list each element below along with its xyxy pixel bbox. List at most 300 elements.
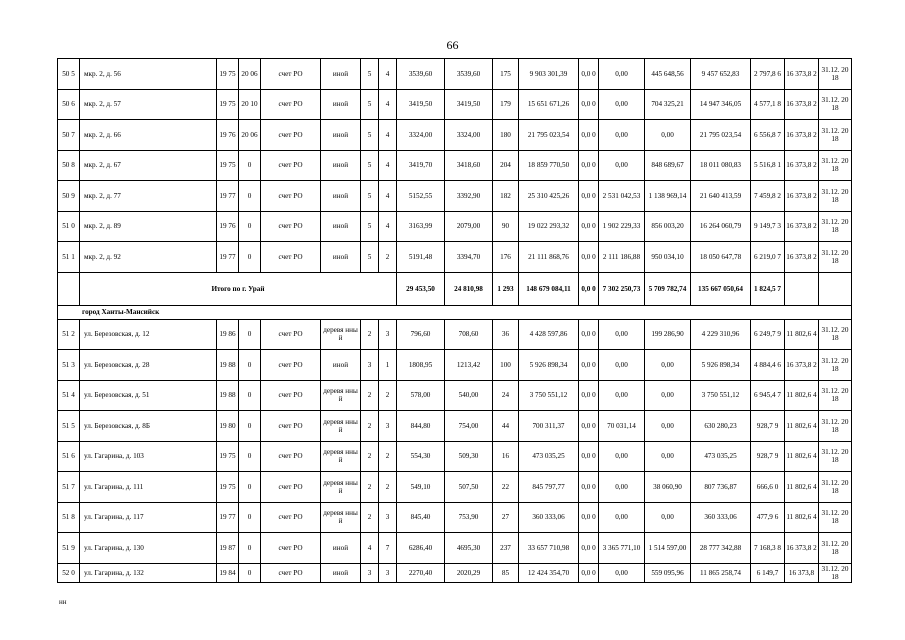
cell-n: 51 9 <box>58 533 80 564</box>
cell-a1: 796,60 <box>397 319 445 350</box>
cell-sum: 700 311,37 <box>519 411 579 442</box>
cell-a1: 2270,40 <box>397 563 445 582</box>
cell-en: 4 <box>379 150 397 181</box>
cell-mat: деревя нный <box>321 472 361 503</box>
cell-mat: деревя нный <box>321 319 361 350</box>
cell-p4: 38 060,90 <box>645 472 691 503</box>
cell-y2: 0 <box>239 242 261 273</box>
cell-addr: ул. Березовская, д. 28 <box>80 350 217 381</box>
cell-n: 50 7 <box>58 120 80 151</box>
cell-n: 51 6 <box>58 441 80 472</box>
cell-fl: 2 <box>361 472 379 503</box>
rows-urai <box>58 59 852 273</box>
cell-p6: 5 516,8 1 <box>751 150 785 181</box>
cell-p3: 0,00 <box>599 150 645 181</box>
cell-n: 52 0 <box>58 563 80 582</box>
cell-src: счет РО <box>261 350 321 381</box>
cell-fl: 2 <box>361 441 379 472</box>
cell-fl: 5 <box>361 59 379 90</box>
cell-mat: иной <box>321 242 361 273</box>
total-p4: 5 709 782,74 <box>645 272 691 305</box>
cell-a1: 5191,48 <box>397 242 445 273</box>
cell-p4: 559 095,96 <box>645 563 691 582</box>
cell-p4: 1 138 969,14 <box>645 181 691 212</box>
city-header: город Ханты-Мансийск <box>58 305 852 319</box>
table-row <box>58 533 852 564</box>
cell-addr: ул. Гагарина, д. 111 <box>80 472 217 503</box>
cell-a1: 5152,55 <box>397 181 445 212</box>
cell-a2: 540,00 <box>445 380 493 411</box>
cell-a2: 3324,00 <box>445 120 493 151</box>
cell-src: счет РО <box>261 319 321 350</box>
cell-p6: 928,7 9 <box>751 411 785 442</box>
cell-y1: 19 75 <box>217 150 239 181</box>
cell-date: 31.12. 2018 <box>819 533 852 564</box>
cell-addr: ул. Березовская, д. 8Б <box>80 411 217 442</box>
cell-en: 4 <box>379 89 397 120</box>
cell-sum: 25 310 425,26 <box>519 181 579 212</box>
cell-p2: 0,0 0 <box>579 563 599 582</box>
cell-src: счет РО <box>261 380 321 411</box>
cell-sum: 9 903 301,39 <box>519 59 579 90</box>
cell-y1: 19 77 <box>217 181 239 212</box>
cell-p7: 16 373,8 2 <box>785 242 819 273</box>
cell-pp: 90 <box>493 211 519 242</box>
cell-n: 51 3 <box>58 350 80 381</box>
table-row <box>58 502 852 533</box>
cell-p3: 0,00 <box>599 319 645 350</box>
cell-a1: 845,40 <box>397 502 445 533</box>
cell-p2: 0,0 0 <box>579 150 599 181</box>
cell-mat: деревя нный <box>321 441 361 472</box>
total-sum: 148 679 084,11 <box>519 272 579 305</box>
cell-fl: 5 <box>361 181 379 212</box>
cell-a2: 2020,29 <box>445 563 493 582</box>
cell-p4: 0,00 <box>645 380 691 411</box>
cell-y2: 20 06 <box>239 120 261 151</box>
total-area-2: 24 810,98 <box>445 272 493 305</box>
cell-en: 1 <box>379 350 397 381</box>
total-row <box>58 272 852 305</box>
cell-en: 2 <box>379 441 397 472</box>
cell-p4: 0,00 <box>645 502 691 533</box>
table-row <box>58 59 852 90</box>
cell-n: 50 6 <box>58 89 80 120</box>
cell-p3: 0,00 <box>599 441 645 472</box>
cell-addr: ул. Гагарина, д. 130 <box>80 533 217 564</box>
cell-sum: 33 657 710,98 <box>519 533 579 564</box>
cell-p2: 0,0 0 <box>579 411 599 442</box>
cell-en: 2 <box>379 380 397 411</box>
cell-n: 51 4 <box>58 380 80 411</box>
cell-n: 51 0 <box>58 211 80 242</box>
cell-fl: 5 <box>361 120 379 151</box>
cell-src: счет РО <box>261 89 321 120</box>
cell-src: счет РО <box>261 441 321 472</box>
total-area-1: 29 453,50 <box>397 272 445 305</box>
cell-sum: 3 750 551,12 <box>519 380 579 411</box>
cell-p2: 0,0 0 <box>579 441 599 472</box>
cell-en: 2 <box>379 472 397 503</box>
cell-p5: 18 050 647,78 <box>691 242 751 273</box>
cell-n: 51 1 <box>58 242 80 273</box>
cell-a1: 3163,99 <box>397 211 445 242</box>
cell-date: 31.12. 2018 <box>819 380 852 411</box>
cell-p6: 6 249,7 9 <box>751 319 785 350</box>
cell-fl: 4 <box>361 533 379 564</box>
cell-a1: 549,10 <box>397 472 445 503</box>
cell-date: 31.12. 2018 <box>819 150 852 181</box>
table-row <box>58 242 852 273</box>
cell-p3: 0,00 <box>599 472 645 503</box>
cell-p2: 0,0 0 <box>579 242 599 273</box>
total-p6: 1 824,5 7 <box>751 272 785 305</box>
cell-p4: 848 689,67 <box>645 150 691 181</box>
cell-p3: 3 365 771,10 <box>599 533 645 564</box>
cell-y2: 0 <box>239 150 261 181</box>
cell-en: 3 <box>379 502 397 533</box>
cell-p3: 2 111 186,88 <box>599 242 645 273</box>
cell-sum: 845 797,77 <box>519 472 579 503</box>
cell-p4: 0,00 <box>645 120 691 151</box>
cell-pp: 176 <box>493 242 519 273</box>
cell-p5: 16 264 060,79 <box>691 211 751 242</box>
cell-p3: 0,00 <box>599 59 645 90</box>
cell-pp: 27 <box>493 502 519 533</box>
cell-a1: 3419,50 <box>397 89 445 120</box>
cell-fl: 5 <box>361 150 379 181</box>
cell-date: 31.12. 2018 <box>819 563 852 582</box>
cell-p2: 0,0 0 <box>579 502 599 533</box>
cell-a1: 578,00 <box>397 380 445 411</box>
cell-sum: 473 035,25 <box>519 441 579 472</box>
cell-p5: 11 865 258,74 <box>691 563 751 582</box>
table-row <box>58 472 852 503</box>
cell-p3: 2 531 042,53 <box>599 181 645 212</box>
total-people: 1 293 <box>493 272 519 305</box>
cell-p3: 0,00 <box>599 350 645 381</box>
cell-p4: 856 003,20 <box>645 211 691 242</box>
cell-a2: 708,60 <box>445 319 493 350</box>
cell-y1: 19 76 <box>217 120 239 151</box>
cell-a2: 754,00 <box>445 411 493 442</box>
table-row <box>58 350 852 381</box>
footer-mark: нн <box>59 598 67 606</box>
cell-mat: деревя нный <box>321 380 361 411</box>
cell-date: 31.12. 2018 <box>819 502 852 533</box>
cell-p6: 2 797,8 6 <box>751 59 785 90</box>
cell-p5: 3 750 551,12 <box>691 380 751 411</box>
cell-y2: 0 <box>239 533 261 564</box>
table-row <box>58 181 852 212</box>
cell-p6: 477,9 6 <box>751 502 785 533</box>
cell-p2: 0,0 0 <box>579 472 599 503</box>
cell-p3: 0,00 <box>599 120 645 151</box>
cell-p5: 9 457 652,83 <box>691 59 751 90</box>
cell-pp: 175 <box>493 59 519 90</box>
cell-en: 3 <box>379 319 397 350</box>
cell-a2: 753,90 <box>445 502 493 533</box>
cell-p4: 950 034,10 <box>645 242 691 273</box>
cell-p4: 0,00 <box>645 350 691 381</box>
table-row <box>58 441 852 472</box>
cell-a2: 509,30 <box>445 441 493 472</box>
cell-en: 4 <box>379 211 397 242</box>
cell-addr: мкр. 2, д. 92 <box>80 242 217 273</box>
cell-a2: 4695,30 <box>445 533 493 564</box>
cell-y1: 19 86 <box>217 319 239 350</box>
cell-p7: 11 802,6 4 <box>785 411 819 442</box>
cell-y2: 0 <box>239 181 261 212</box>
cell-addr: мкр. 2, д. 56 <box>80 59 217 90</box>
cell-p5: 4 229 310,96 <box>691 319 751 350</box>
cell-p6: 6 149,7 <box>751 563 785 582</box>
cell-date: 31.12. 2018 <box>819 441 852 472</box>
cell-addr: ул. Гагарина, д. 132 <box>80 563 217 582</box>
cell-addr: мкр. 2, д. 89 <box>80 211 217 242</box>
cell-y1: 19 88 <box>217 350 239 381</box>
cell-p5: 807 736,87 <box>691 472 751 503</box>
cell-p4: 1 514 597,00 <box>645 533 691 564</box>
cell-p2: 0,0 0 <box>579 380 599 411</box>
cell-date: 31.12. 2018 <box>819 411 852 442</box>
cell-date: 31.12. 2018 <box>819 89 852 120</box>
cell-a1: 1808,95 <box>397 350 445 381</box>
cell-src: счет РО <box>261 150 321 181</box>
cell-fl: 3 <box>361 563 379 582</box>
city-header-row <box>58 305 852 319</box>
cell-a2: 3539,60 <box>445 59 493 90</box>
cell-addr: ул. Березовская, д. 12 <box>80 319 217 350</box>
cell-y1: 19 88 <box>217 380 239 411</box>
table-row <box>58 380 852 411</box>
cell-src: счет РО <box>261 211 321 242</box>
cell-pp: 182 <box>493 181 519 212</box>
cell-p2: 0,0 0 <box>579 59 599 90</box>
cell-a1: 554,30 <box>397 441 445 472</box>
table-row <box>58 211 852 242</box>
cell-pp: 100 <box>493 350 519 381</box>
cell-p7: 11 802,6 4 <box>785 380 819 411</box>
cell-p2: 0,0 0 <box>579 350 599 381</box>
cell-date: 31.12. 2018 <box>819 59 852 90</box>
cell-date: 31.12. 2018 <box>819 242 852 273</box>
cell-p7: 16 373,8 2 <box>785 89 819 120</box>
cell-p2: 0,0 0 <box>579 533 599 564</box>
cell-p4: 0,00 <box>645 441 691 472</box>
cell-en: 4 <box>379 120 397 151</box>
cell-y2: 0 <box>239 502 261 533</box>
cell-src: счет РО <box>261 411 321 442</box>
cell-a2: 507,50 <box>445 472 493 503</box>
cell-p7: 11 802,6 4 <box>785 441 819 472</box>
cell-p6: 4 884,4 6 <box>751 350 785 381</box>
cell-y1: 19 87 <box>217 533 239 564</box>
cell-sum: 4 428 597,86 <box>519 319 579 350</box>
table-row <box>58 563 852 582</box>
cell-y1: 19 75 <box>217 441 239 472</box>
cell-addr: ул. Гагарина, д. 103 <box>80 441 217 472</box>
cell-src: счет РО <box>261 563 321 582</box>
cell-en: 7 <box>379 533 397 564</box>
cell-pp: 24 <box>493 380 519 411</box>
cell-pp: 22 <box>493 472 519 503</box>
cell-y2: 0 <box>239 441 261 472</box>
cell-date: 31.12. 2018 <box>819 472 852 503</box>
cell-y2: 20 10 <box>239 89 261 120</box>
cell-mat: иной <box>321 211 361 242</box>
cell-p6: 7 459,8 2 <box>751 181 785 212</box>
total-p2: 0,0 0 <box>579 272 599 305</box>
cell-mat: иной <box>321 181 361 212</box>
cell-n: 50 8 <box>58 150 80 181</box>
cell-date: 31.12. 2018 <box>819 319 852 350</box>
cell-n: 50 5 <box>58 59 80 90</box>
cell-mat: иной <box>321 533 361 564</box>
table-row <box>58 411 852 442</box>
cell-pp: 180 <box>493 120 519 151</box>
cell-src: счет РО <box>261 120 321 151</box>
cell-y1: 19 76 <box>217 211 239 242</box>
cell-p5: 630 280,23 <box>691 411 751 442</box>
cell-pp: 85 <box>493 563 519 582</box>
cell-mat: иной <box>321 120 361 151</box>
cell-p5: 18 011 080,83 <box>691 150 751 181</box>
cell-p2: 0,0 0 <box>579 319 599 350</box>
cell-p7: 11 802,6 4 <box>785 472 819 503</box>
cell-fl: 2 <box>361 411 379 442</box>
cell-p3: 70 031,14 <box>599 411 645 442</box>
cell-a1: 6286,40 <box>397 533 445 564</box>
cell-addr: ул. Гагарина, д. 117 <box>80 502 217 533</box>
cell-addr: ул. Березовская, д. 51 <box>80 380 217 411</box>
cell-p5: 360 333,06 <box>691 502 751 533</box>
cell-p6: 4 577,1 8 <box>751 89 785 120</box>
cell-a1: 3419,70 <box>397 150 445 181</box>
cell-fl: 5 <box>361 211 379 242</box>
cell-p7: 16 373,8 2 <box>785 59 819 90</box>
housing-register-table <box>57 58 852 583</box>
cell-p7: 16 373,8 2 <box>785 211 819 242</box>
cell-mat: иной <box>321 89 361 120</box>
cell-n: 51 2 <box>58 319 80 350</box>
cell-date: 31.12. 2018 <box>819 211 852 242</box>
cell-fl: 5 <box>361 89 379 120</box>
cell-p6: 666,6 0 <box>751 472 785 503</box>
cell-pp: 237 <box>493 533 519 564</box>
cell-en: 4 <box>379 59 397 90</box>
cell-p2: 0,0 0 <box>579 181 599 212</box>
cell-p7: 11 802,6 4 <box>785 502 819 533</box>
cell-sum: 12 424 354,70 <box>519 563 579 582</box>
cell-fl: 3 <box>361 350 379 381</box>
cell-addr: мкр. 2, д. 77 <box>80 181 217 212</box>
cell-addr: мкр. 2, д. 66 <box>80 120 217 151</box>
cell-mat: иной <box>321 150 361 181</box>
cell-a2: 3394,70 <box>445 242 493 273</box>
cell-p2: 0,0 0 <box>579 211 599 242</box>
cell-src: счет РО <box>261 181 321 212</box>
cell-src: счет РО <box>261 59 321 90</box>
cell-sum: 18 859 770,50 <box>519 150 579 181</box>
cell-pp: 44 <box>493 411 519 442</box>
cell-p6: 6 945,4 7 <box>751 380 785 411</box>
cell-p6: 6 219,0 7 <box>751 242 785 273</box>
cell-y2: 0 <box>239 211 261 242</box>
cell-addr: мкр. 2, д. 67 <box>80 150 217 181</box>
cell-pp: 16 <box>493 441 519 472</box>
cell-mat: деревя нный <box>321 502 361 533</box>
cell-p4: 0,00 <box>645 411 691 442</box>
cell-p7: 16 373,8 2 <box>785 120 819 151</box>
table-row <box>58 120 852 151</box>
cell-pp: 36 <box>493 319 519 350</box>
cell-p7: 16 373,8 2 <box>785 150 819 181</box>
cell-p2: 0,0 0 <box>579 120 599 151</box>
cell-a1: 3539,60 <box>397 59 445 90</box>
cell-a2: 3392,90 <box>445 181 493 212</box>
cell-addr: мкр. 2, д. 57 <box>80 89 217 120</box>
cell-y2: 0 <box>239 472 261 503</box>
cell-a2: 3419,50 <box>445 89 493 120</box>
cell-date: 31.12. 2018 <box>819 120 852 151</box>
cell-a2: 3418,60 <box>445 150 493 181</box>
cell-sum: 19 022 293,32 <box>519 211 579 242</box>
cell-p3: 0,00 <box>599 89 645 120</box>
cell-p5: 21 640 413,59 <box>691 181 751 212</box>
cell-en: 4 <box>379 181 397 212</box>
cell-src: счет РО <box>261 502 321 533</box>
cell-p7: 16 373,8 2 <box>785 533 819 564</box>
cell-n: 50 9 <box>58 181 80 212</box>
cell-date: 31.12. 2018 <box>819 181 852 212</box>
cell-y1: 19 80 <box>217 411 239 442</box>
rows-khanty-mansiysk <box>58 319 852 582</box>
cell-mat: деревя нный <box>321 411 361 442</box>
cell-pp: 179 <box>493 89 519 120</box>
cell-sum: 360 333,06 <box>519 502 579 533</box>
cell-y1: 19 84 <box>217 563 239 582</box>
cell-p7: 11 802,6 4 <box>785 319 819 350</box>
cell-src: счет РО <box>261 533 321 564</box>
cell-p6: 9 149,7 3 <box>751 211 785 242</box>
total-label: Итого по г. Урай <box>80 272 397 305</box>
cell-fl: 5 <box>361 242 379 273</box>
table-row <box>58 319 852 350</box>
cell-p4: 199 286,90 <box>645 319 691 350</box>
total-p5: 135 667 050,64 <box>691 272 751 305</box>
cell-y2: 0 <box>239 380 261 411</box>
cell-y2: 0 <box>239 350 261 381</box>
cell-sum: 21 795 023,54 <box>519 120 579 151</box>
total-section <box>58 272 852 319</box>
cell-p6: 6 556,8 7 <box>751 120 785 151</box>
cell-sum: 15 651 671,26 <box>519 89 579 120</box>
cell-fl: 2 <box>361 319 379 350</box>
cell-n: 51 8 <box>58 502 80 533</box>
cell-a1: 844,80 <box>397 411 445 442</box>
cell-src: счет РО <box>261 472 321 503</box>
cell-p5: 21 795 023,54 <box>691 120 751 151</box>
cell-fl: 2 <box>361 380 379 411</box>
cell-p5: 5 926 898,34 <box>691 350 751 381</box>
cell-p4: 704 325,21 <box>645 89 691 120</box>
cell-mat: иной <box>321 563 361 582</box>
cell-p3: 0,00 <box>599 502 645 533</box>
cell-y1: 19 75 <box>217 89 239 120</box>
cell-y2: 0 <box>239 563 261 582</box>
cell-src: счет РО <box>261 242 321 273</box>
